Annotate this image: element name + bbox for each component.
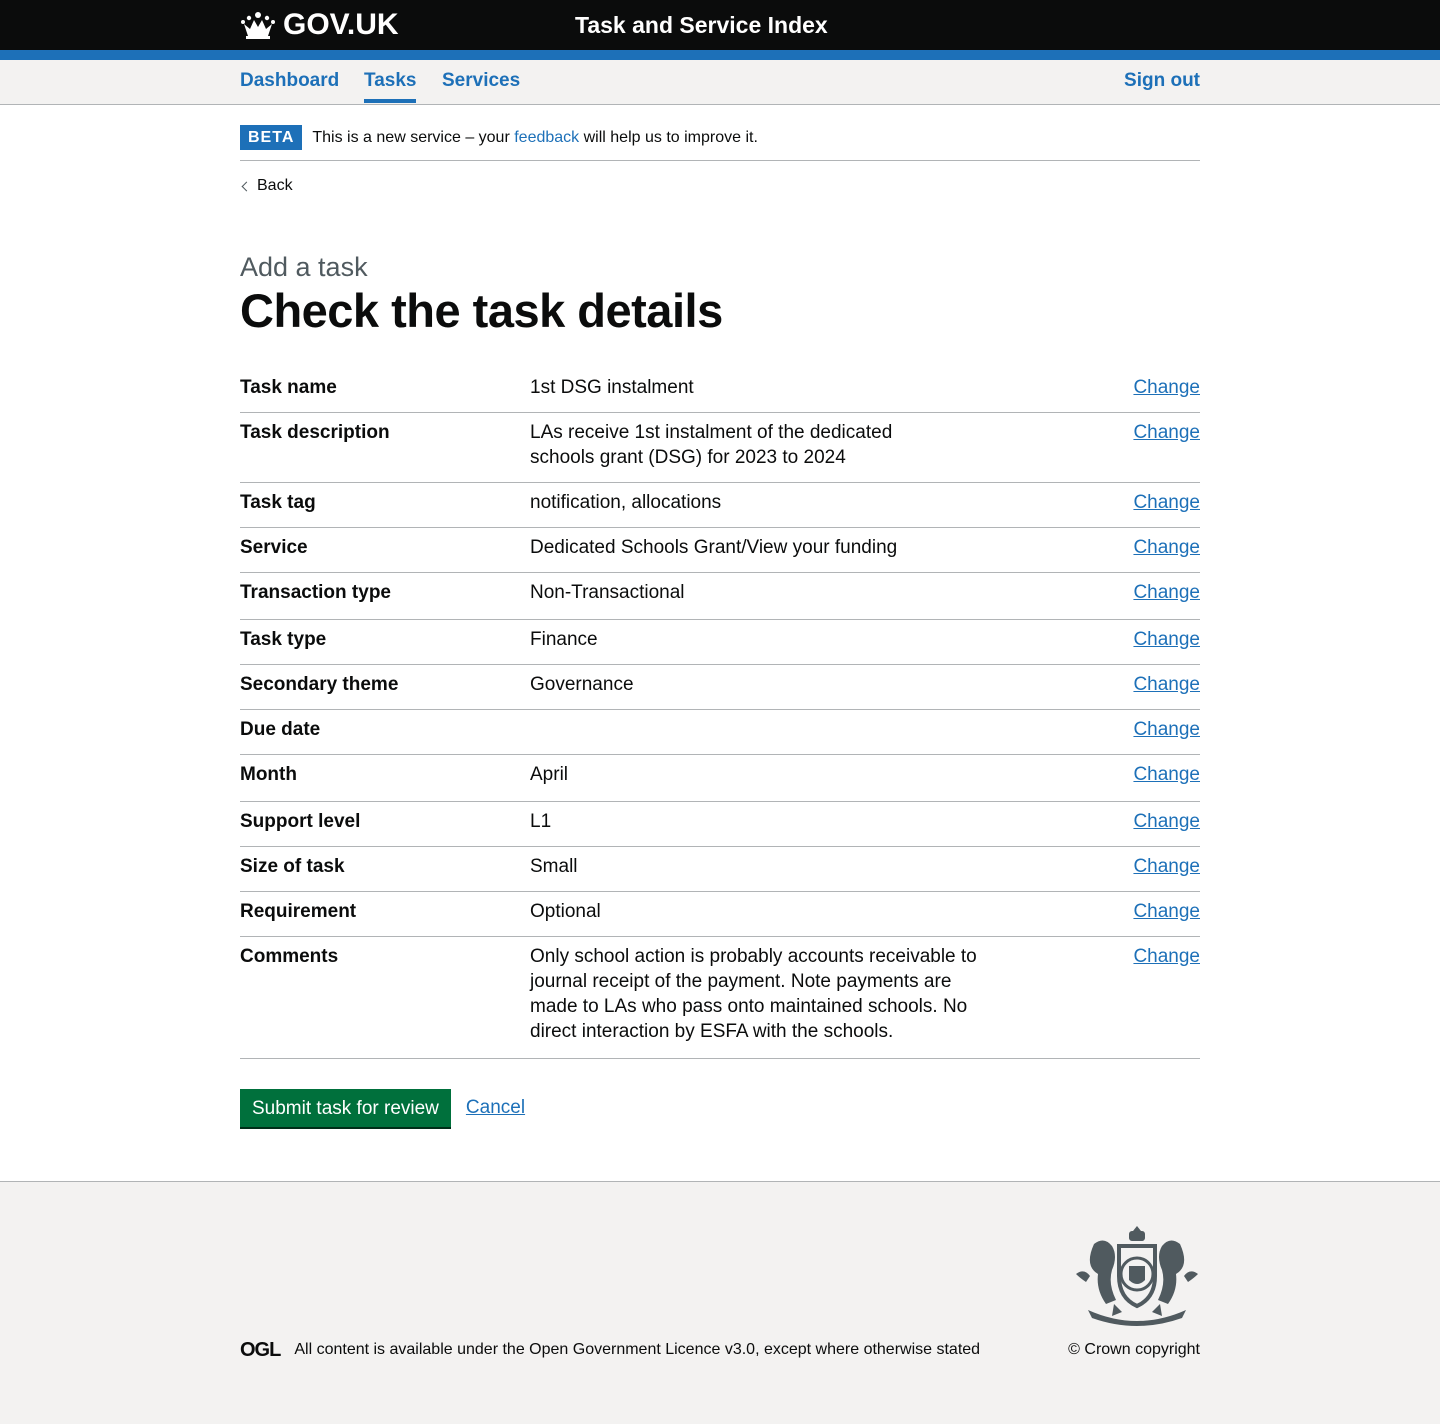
row-value: Only school action is probably accounts receivable to journal receipt of the payment. Note payments are made to LAs who pass onto maintained schools. No direct interaction by ESFA with the schools. (530, 946, 977, 1042)
row-key: Requirement (240, 901, 357, 922)
open-government-licence-link[interactable]: Open Government Licence v3.0 (529, 1341, 756, 1358)
summary-row-support-level (240, 802, 1200, 847)
site-footer (0, 1181, 1440, 1424)
ogl-logo: OGL (240, 1339, 281, 1361)
change-month-link[interactable]: Change (1133, 764, 1200, 785)
crown-icon (240, 10, 276, 40)
phase-banner (240, 105, 1200, 161)
page-caption: Add a task (240, 252, 368, 282)
change-task-type-link[interactable]: Change (1133, 629, 1200, 650)
site-header (0, 0, 1440, 60)
row-value: April (530, 764, 569, 785)
summary-row-due-date (240, 710, 1200, 755)
back-link[interactable]: Back (257, 177, 293, 194)
row-key: Comments (240, 946, 339, 967)
nav-sign-out[interactable]: Sign out (1124, 70, 1200, 91)
govuk-logo-link[interactable] (240, 9, 399, 41)
summary-row-task-name (240, 368, 1200, 413)
licence-info (240, 1340, 980, 1360)
main-content (240, 105, 1200, 1127)
submit-task-button[interactable]: Submit task for review (240, 1089, 451, 1127)
logo-text: GOV.UK (283, 8, 399, 41)
summary-row-comments (240, 937, 1200, 1059)
phase-text-after: will help us to improve it. (579, 128, 758, 146)
summary-row-requirement (240, 892, 1200, 937)
nav-services[interactable]: Services (442, 70, 521, 91)
row-value: 1st DSG instalment (530, 377, 694, 398)
button-group (240, 1089, 1200, 1127)
primary-navigation (0, 60, 1440, 105)
change-comments-link[interactable]: Change (1133, 946, 1200, 967)
change-due-date-link[interactable]: Change (1133, 719, 1200, 740)
summary-row-secondary-theme (240, 665, 1200, 710)
cancel-link[interactable]: Cancel (465, 1097, 526, 1118)
licence-before: All content is available under the (294, 1341, 530, 1358)
row-key: Due date (240, 719, 321, 740)
feedback-link[interactable]: feedback (514, 128, 580, 146)
phase-text-before: This is a new service – your (312, 128, 515, 146)
change-secondary-theme-link[interactable]: Change (1133, 674, 1200, 695)
licence-after: , except where otherwise stated (755, 1341, 981, 1358)
row-key: Transaction type (240, 582, 391, 603)
row-value: notification, allocations (530, 492, 722, 513)
row-key: Support level (240, 811, 361, 832)
beta-tag: BETA (240, 125, 302, 150)
row-key: Task name (240, 377, 337, 398)
row-key: Size of task (240, 856, 345, 877)
change-transaction-type-link[interactable]: Change (1133, 582, 1200, 603)
chevron-left-icon (242, 181, 252, 191)
phase-banner-text (312, 128, 758, 148)
summary-row-task-type (240, 620, 1200, 665)
service-name[interactable]: Task and Service Index (575, 12, 828, 38)
row-value: Small (530, 856, 578, 877)
summary-row-month (240, 755, 1200, 802)
page-title: Check the task details (240, 284, 723, 337)
change-task-name-link[interactable]: Change (1133, 377, 1200, 398)
row-key: Task description (240, 422, 390, 443)
summary-row-size-of-task (240, 847, 1200, 892)
summary-row-task-tag (240, 483, 1200, 528)
change-support-level-link[interactable]: Change (1133, 811, 1200, 832)
row-key: Month (240, 764, 297, 785)
licence-text (294, 1340, 980, 1360)
row-key: Task type (240, 629, 327, 650)
change-task-description-link[interactable]: Change (1133, 422, 1200, 443)
row-value: Governance (530, 674, 634, 695)
row-value: Optional (530, 901, 601, 922)
change-requirement-link[interactable]: Change (1133, 901, 1200, 922)
nav-dashboard[interactable]: Dashboard (240, 70, 340, 91)
row-key: Task tag (240, 492, 316, 513)
summary-row-service (240, 528, 1200, 573)
row-key: Service (240, 537, 308, 558)
crown-copyright-link[interactable]: © Crown copyright (1068, 1341, 1200, 1358)
row-value: LAs receive 1st instalment of the dedicated schools grant (DSG) for 2023 to 2024 (530, 422, 893, 468)
row-value: L1 (530, 811, 552, 832)
royal-coat-of-arms-icon (1074, 1224, 1200, 1328)
change-size-of-task-link[interactable]: Change (1133, 856, 1200, 877)
summary-row-transaction-type (240, 573, 1200, 620)
back-link-container (240, 176, 293, 196)
change-task-tag-link[interactable]: Change (1133, 492, 1200, 513)
summary-list (240, 368, 1200, 1059)
row-value: Dedicated Schools Grant/View your funding (530, 537, 898, 558)
row-value (530, 710, 1000, 754)
change-service-link[interactable]: Change (1133, 537, 1200, 558)
row-value: Finance (530, 629, 598, 650)
copyright (1068, 1340, 1200, 1360)
summary-row-task-description (240, 413, 1200, 483)
nav-tasks[interactable]: Tasks (364, 69, 416, 103)
row-value: Non-Transactional (530, 582, 685, 603)
row-key: Secondary theme (240, 674, 399, 695)
